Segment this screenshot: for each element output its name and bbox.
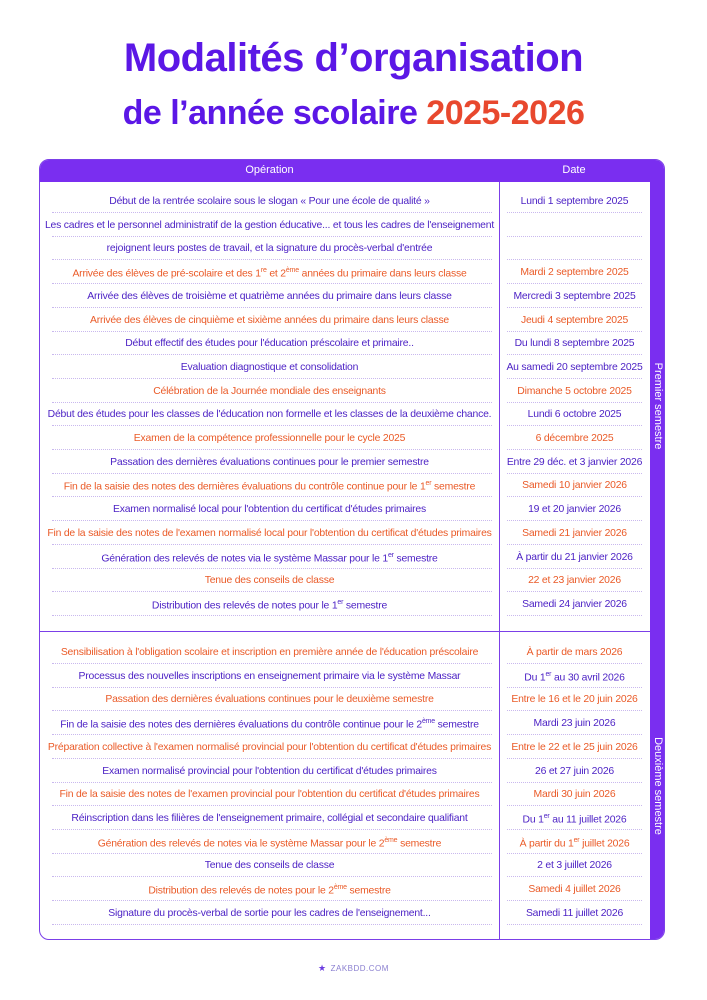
row-dotted-line bbox=[507, 378, 642, 379]
operation-cell: Arrivée des élèves de troisième et quatrième années du primaire dans leurs classe bbox=[87, 290, 452, 302]
operation-cell: Fin de la saisie des notes des dernières évaluations du contrôle continue pour le 1er semestre bbox=[63, 480, 476, 493]
row-dotted-line bbox=[52, 520, 492, 521]
row-dotted-line bbox=[507, 924, 642, 925]
row-dotted-line bbox=[507, 734, 642, 735]
semester-label-second: Deuxième semestre bbox=[652, 737, 664, 835]
row-dotted-line bbox=[52, 354, 492, 355]
row-dotted-line bbox=[52, 591, 492, 592]
operation-cell: Tenue des conseils de classe bbox=[204, 860, 335, 872]
table-row bbox=[40, 406, 650, 430]
star-icon: ★ bbox=[318, 963, 327, 973]
row-dotted-line bbox=[52, 853, 492, 854]
semester-label-first: Premier semestre bbox=[652, 362, 664, 450]
table-row bbox=[40, 668, 650, 692]
table-row bbox=[40, 454, 650, 478]
table-row bbox=[40, 193, 650, 217]
row-dotted-line bbox=[52, 924, 492, 925]
row-dotted-line bbox=[52, 734, 492, 735]
operation-cell: Passation des dernières évaluations continues pour le premier semestre bbox=[110, 456, 429, 468]
row-dotted-line bbox=[52, 876, 492, 877]
school-year: 2025-2026 bbox=[426, 94, 585, 132]
row-dotted-line bbox=[507, 331, 642, 332]
date-cell: Jeudi 4 septembre 2025 bbox=[520, 314, 629, 326]
row-dotted-line bbox=[507, 425, 642, 426]
table-row bbox=[40, 264, 650, 288]
table-row bbox=[40, 691, 650, 715]
table-row bbox=[40, 240, 650, 264]
date-cell: Entre 29 déc. et 3 janvier 2026 bbox=[506, 456, 643, 468]
table-row bbox=[40, 596, 650, 620]
table-row bbox=[40, 312, 650, 336]
operation-cell: Fin de la saisie des notes de l'examen normalisé local pour l'obtention du certificat d'études primaires bbox=[47, 527, 492, 539]
operation-cell: Réinscription dans les filières de l'enseignement primaire, collégial et secondaire qualifiant bbox=[71, 812, 468, 824]
date-cell: Samedi 11 juillet 2026 bbox=[525, 907, 624, 919]
operation-cell: Examen normalisé provincial pour l'obtention du certificat d'études primaires bbox=[102, 765, 437, 777]
table-row bbox=[40, 739, 650, 763]
row-dotted-line bbox=[52, 236, 492, 237]
row-dotted-line bbox=[52, 331, 492, 332]
page-title: Modalités d’organisation bbox=[123, 36, 584, 80]
date-cell: Au samedi 20 septembre 2025 bbox=[506, 361, 643, 373]
table-row bbox=[40, 715, 650, 739]
row-dotted-line bbox=[507, 520, 642, 521]
column-header-operation: Opération bbox=[245, 164, 294, 176]
row-dotted-line bbox=[52, 473, 492, 474]
operation-cell: Les cadres et le personnel administratif de la gestion éducative... et tous les cadres de l'enseignement bbox=[44, 219, 495, 231]
schedule-table bbox=[39, 159, 665, 940]
row-dotted-line bbox=[52, 307, 492, 308]
row-dotted-line bbox=[507, 615, 642, 616]
row-dotted-line bbox=[507, 544, 642, 545]
table-row bbox=[40, 217, 650, 241]
row-dotted-line bbox=[507, 687, 642, 688]
table-row bbox=[40, 810, 650, 834]
row-dotted-line bbox=[52, 449, 492, 450]
row-dotted-line bbox=[507, 853, 642, 854]
row-dotted-line bbox=[507, 236, 642, 237]
table-row bbox=[40, 857, 650, 881]
row-dotted-line bbox=[507, 900, 642, 901]
column-header-date: Date bbox=[562, 164, 586, 176]
date-cell: Du 1er au 11 juillet 2026 bbox=[522, 812, 627, 826]
table-row bbox=[40, 525, 650, 549]
table-body bbox=[40, 160, 650, 940]
row-dotted-line bbox=[52, 544, 492, 545]
operation-cell: Tenue des conseils de classe bbox=[204, 575, 335, 587]
operation-cell: Evaluation diagnostique et consolidation bbox=[180, 361, 359, 373]
date-cell: Samedi 21 janvier 2026 bbox=[522, 527, 627, 539]
date-cell: À partir du 1er juillet 2026 bbox=[519, 836, 630, 850]
row-dotted-line bbox=[507, 496, 642, 497]
date-cell: Du lundi 8 septembre 2025 bbox=[514, 338, 635, 350]
row-dotted-line bbox=[52, 402, 492, 403]
table-row bbox=[40, 834, 650, 858]
table-row bbox=[40, 786, 650, 810]
row-dotted-line bbox=[507, 354, 642, 355]
date-cell: 26 et 27 juin 2026 bbox=[534, 765, 615, 777]
table-row bbox=[40, 288, 650, 312]
row-dotted-line bbox=[52, 259, 492, 260]
operation-cell: Génération des relevés de notes via le système Massar pour le 1er semestre bbox=[101, 551, 438, 564]
operation-cell: Génération des relevés de notes via le système Massar pour le 2ème semestre bbox=[97, 836, 442, 850]
row-dotted-line bbox=[507, 805, 642, 806]
row-dotted-line bbox=[507, 591, 642, 592]
row-dotted-line bbox=[507, 782, 642, 783]
footer bbox=[0, 963, 707, 974]
operation-cell: Distribution des relevés de notes pour le 2ème semestre bbox=[148, 884, 391, 897]
date-cell: À partir de mars 2026 bbox=[526, 647, 623, 658]
row-dotted-line bbox=[507, 876, 642, 877]
operation-cell: Célébration de la Journée mondiale des enseignants bbox=[153, 385, 386, 397]
operation-cell: Fin de la saisie des notes des dernières évaluations du contrôle continue pour le 2ème semestre bbox=[60, 718, 479, 731]
row-dotted-line bbox=[52, 782, 492, 783]
operation-cell: Fin de la saisie des notes de l'examen provincial pour l'obtention du certificat d'études primaires bbox=[59, 789, 480, 801]
date-cell: Entre le 22 et le 25 juin 2026 bbox=[511, 741, 638, 753]
date-cell: Mardi 23 juin 2026 bbox=[533, 718, 616, 730]
row-dotted-line bbox=[52, 615, 492, 616]
operation-cell: Sensibilisation à l'obligation scolaire et inscription en première année de l'éducation préscolaire bbox=[60, 647, 479, 658]
date-cell: Samedi 4 juillet 2026 bbox=[528, 884, 621, 895]
row-dotted-line bbox=[52, 425, 492, 426]
row-dotted-line bbox=[507, 212, 642, 213]
row-dotted-line bbox=[52, 568, 492, 569]
table-row bbox=[40, 763, 650, 787]
table-row bbox=[40, 549, 650, 573]
operation-cell: Distribution des relevés de notes pour le 1er semestre bbox=[151, 598, 388, 612]
row-dotted-line bbox=[507, 307, 642, 308]
table-row bbox=[40, 359, 650, 383]
date-cell: Samedi 10 janvier 2026 bbox=[522, 480, 627, 492]
row-dotted-line bbox=[52, 758, 492, 759]
row-dotted-line bbox=[507, 663, 642, 664]
table-row bbox=[40, 501, 650, 525]
row-dotted-line bbox=[507, 402, 642, 403]
date-cell: Entre le 16 et le 20 juin 2026 bbox=[511, 694, 638, 706]
date-cell: 2 et 3 juillet 2026 bbox=[537, 860, 612, 872]
row-dotted-line bbox=[52, 710, 492, 711]
operation-cell: Signature du procès-verbal de sortie pour les cadres de l'enseignement... bbox=[108, 907, 431, 919]
operation-cell: Préparation collective à l'examen normalisé provincial pour l'obtention du certificat d'études primaires bbox=[47, 741, 492, 753]
date-cell: 6 décembre 2025 bbox=[535, 433, 614, 444]
table-row bbox=[40, 881, 650, 905]
operation-cell: Examen normalisé local pour l'obtention du certificat d'études primaires bbox=[113, 504, 426, 516]
row-dotted-line bbox=[507, 449, 642, 450]
row-dotted-line bbox=[507, 259, 642, 260]
row-dotted-line bbox=[52, 687, 492, 688]
operation-cell: Passation des dernières évaluations continues pour le deuxième semestre bbox=[105, 694, 434, 706]
page-subtitle bbox=[0, 94, 707, 133]
date-cell: Mercredi 3 septembre 2025 bbox=[513, 290, 636, 302]
table-row bbox=[40, 572, 650, 596]
date-cell: Lundi 1 septembre 2025 bbox=[520, 196, 629, 207]
row-dotted-line bbox=[52, 663, 492, 664]
date-cell: 22 et 23 janvier 2026 bbox=[528, 575, 621, 587]
footer-brand: ZAKBDD.COM bbox=[330, 964, 389, 973]
row-dotted-line bbox=[507, 568, 642, 569]
subtitle-text: de l’année scolaire bbox=[122, 94, 427, 132]
row-dotted-line bbox=[507, 758, 642, 759]
row-dotted-line bbox=[52, 378, 492, 379]
date-cell: Samedi 24 janvier 2026 bbox=[522, 598, 627, 610]
table-row bbox=[40, 644, 650, 668]
operation-cell: Arrivée des élèves de cinquième et sixième années du primaire dans leurs classe bbox=[89, 314, 450, 326]
row-dotted-line bbox=[52, 805, 492, 806]
date-cell: Mardi 30 juin 2026 bbox=[533, 789, 616, 801]
operation-cell: Début des études pour les classes de l'éducation non formelle et les classes de la deuxième chance. bbox=[47, 409, 492, 421]
row-dotted-line bbox=[507, 473, 642, 474]
date-cell: À partir du 21 janvier 2026 bbox=[516, 551, 633, 563]
operation-cell: rejoignent leurs postes de travail, et la signature du procès-verbal d'entrée bbox=[106, 243, 433, 255]
table-row bbox=[40, 905, 650, 929]
table-row bbox=[40, 430, 650, 454]
operation-cell: Processus des nouvelles inscriptions en enseignement primaire via le système Massar bbox=[78, 670, 461, 682]
row-dotted-line bbox=[52, 496, 492, 497]
table-row bbox=[40, 477, 650, 501]
row-dotted-line bbox=[507, 283, 642, 284]
operation-cell: Début effectif des études pour l'éducation préscolaire et primaire.. bbox=[125, 338, 414, 350]
date-cell: Lundi 6 octobre 2025 bbox=[527, 409, 622, 421]
row-dotted-line bbox=[507, 710, 642, 711]
date-cell: 19 et 20 janvier 2026 bbox=[528, 504, 621, 516]
date-cell: Du 1er au 30 avril 2026 bbox=[524, 670, 625, 684]
operation-cell: Examen de la compétence professionnelle pour le cycle 2025 bbox=[133, 433, 406, 444]
table-row bbox=[40, 335, 650, 359]
date-cell: Dimanche 5 octobre 2025 bbox=[517, 385, 632, 397]
operation-cell: Début de la rentrée scolaire sous le slogan « Pour une école de qualité » bbox=[109, 196, 430, 207]
table-row bbox=[40, 383, 650, 407]
date-cell: Mardi 2 septembre 2025 bbox=[520, 267, 629, 279]
row-dotted-line bbox=[52, 283, 492, 284]
operation-cell: Arrivée des élèves de pré-scolaire et des 1re et 2ème années du primaire dans leurs classe bbox=[72, 267, 467, 280]
row-dotted-line bbox=[52, 900, 492, 901]
row-dotted-line bbox=[52, 829, 492, 830]
row-dotted-line bbox=[52, 212, 492, 213]
row-dotted-line bbox=[507, 829, 642, 830]
